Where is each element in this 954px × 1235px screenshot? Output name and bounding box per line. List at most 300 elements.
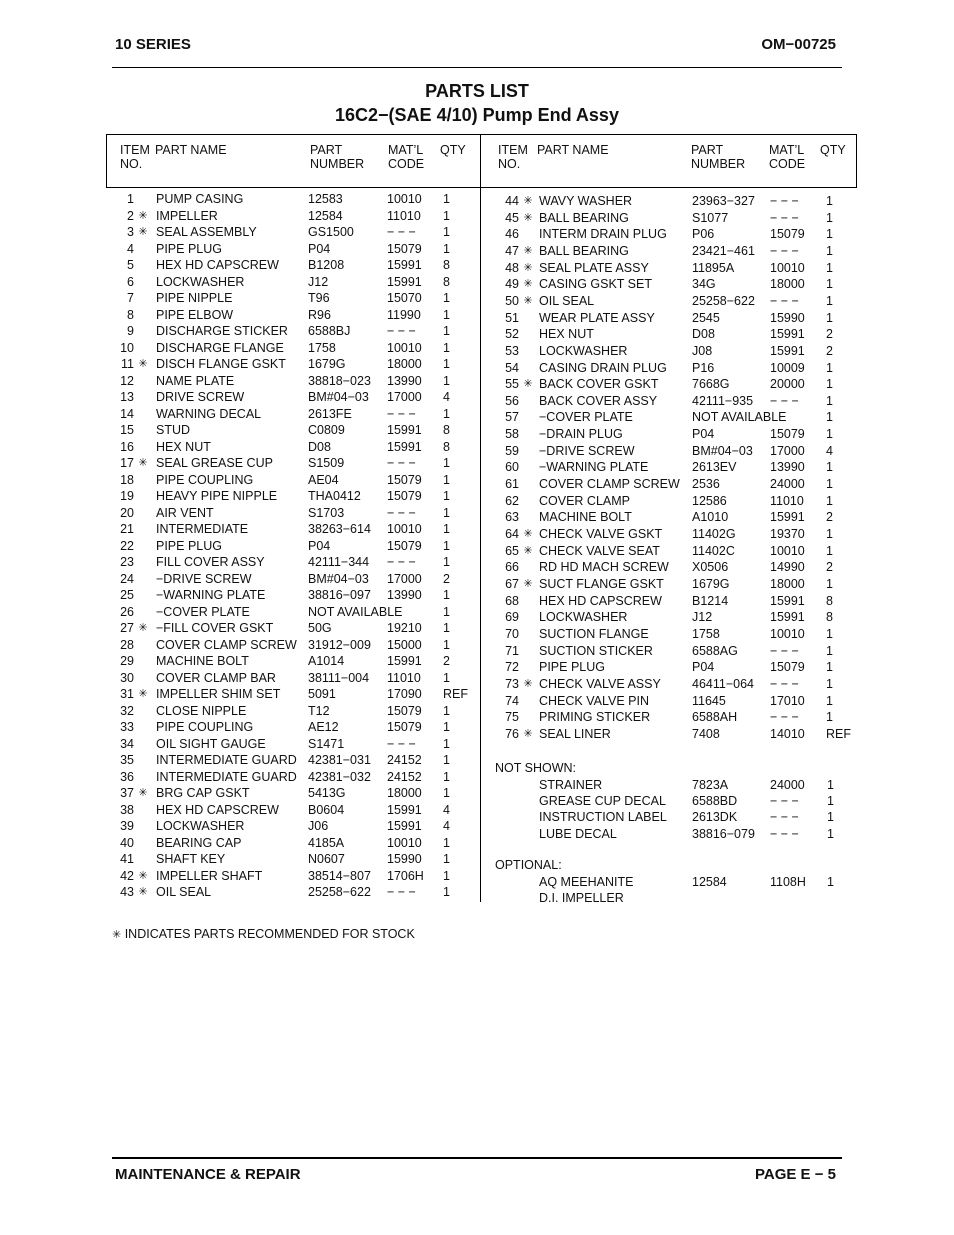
item-number: 32 xyxy=(120,703,134,718)
part-name: WARNING DECAL xyxy=(156,406,262,421)
item-number: 75 xyxy=(505,710,519,725)
part-number: J12 xyxy=(308,274,329,289)
material-code: − − − xyxy=(387,324,416,338)
material-code: − − − xyxy=(387,736,416,751)
material-code: 10009 xyxy=(770,360,805,375)
part-number: 5091 xyxy=(308,687,336,701)
material-code: 10010 xyxy=(770,260,805,275)
quantity: 4 xyxy=(826,443,833,458)
col-code: CODE xyxy=(769,157,806,171)
quantity: REF xyxy=(443,687,468,701)
quantity: 1 xyxy=(443,703,450,718)
part-name: DISCHARGE FLANGE xyxy=(156,340,284,355)
item-number: 35 xyxy=(120,753,134,767)
quantity: 1 xyxy=(443,192,450,206)
part-number: 2613FE xyxy=(308,406,352,421)
part-name: IMPELLER xyxy=(156,208,218,223)
part-name: HEX HD CAPSCREW xyxy=(539,593,662,608)
part-name: PUMP CASING xyxy=(156,192,244,206)
part-number: BM#04−03 xyxy=(308,390,369,404)
item-number: 54 xyxy=(505,360,519,375)
material-code: 15991 xyxy=(387,274,422,289)
item-number: 28 xyxy=(120,637,134,652)
col-no: NO. xyxy=(120,157,143,171)
part-number: NOT AVAILABLE xyxy=(308,604,403,619)
part-number: 1758 xyxy=(692,626,720,641)
footnote-text: INDICATES PARTS RECOMMENDED FOR STOCK xyxy=(124,927,415,941)
part-number: 1679G xyxy=(692,576,730,591)
stock-star-icon: ✳ xyxy=(523,577,533,590)
quantity: 1 xyxy=(826,243,833,258)
part-number: 50G xyxy=(308,621,332,635)
part-number: P04 xyxy=(692,660,715,675)
part-number: N0607 xyxy=(308,852,345,866)
material-code: 17000 xyxy=(387,571,422,586)
quantity: 1 xyxy=(826,543,833,558)
material-code: 15000 xyxy=(387,637,422,652)
material-code: 15079 xyxy=(770,427,805,442)
item-number: 71 xyxy=(505,643,519,658)
part-number: 11402G xyxy=(692,527,736,541)
quantity: 1 xyxy=(826,626,833,641)
part-name: NAME PLATE xyxy=(156,373,235,388)
quantity: 1 xyxy=(827,794,834,809)
part-name: PIPE COUPLING xyxy=(156,472,254,487)
part-name: BALL BEARING xyxy=(539,243,629,258)
part-number: A1010 xyxy=(692,510,729,525)
part-number: AE04 xyxy=(308,472,339,487)
stock-star-icon: ✳ xyxy=(523,195,533,207)
material-code: − − − xyxy=(387,885,416,899)
stock-star-icon: ✳ xyxy=(138,457,148,469)
material-code: 15991 xyxy=(387,802,422,817)
material-code: 17010 xyxy=(770,693,805,708)
quantity: 1 xyxy=(826,710,833,725)
material-code: 17090 xyxy=(387,687,422,701)
part-number: 23963−327 xyxy=(692,194,755,208)
material-code: − − − xyxy=(770,794,799,809)
quantity: 1 xyxy=(443,225,450,239)
quantity: 1 xyxy=(443,307,450,322)
stock-star-icon: ✳ xyxy=(138,787,148,799)
part-name: CASING DRAIN PLUG xyxy=(539,360,667,375)
material-code: 10010 xyxy=(387,192,422,206)
item-number: 7 xyxy=(127,291,134,305)
part-name: LOCKWASHER xyxy=(156,819,245,833)
quantity: 1 xyxy=(443,885,450,899)
part-number: 34G xyxy=(692,277,716,292)
item-number: 59 xyxy=(505,443,519,458)
item-number: 49 xyxy=(505,277,519,292)
item-number: 14 xyxy=(120,406,134,421)
part-number: 25258−622 xyxy=(308,885,371,899)
material-code: 15079 xyxy=(387,472,422,487)
item-number: 57 xyxy=(505,410,519,425)
part-number: 4185A xyxy=(308,835,345,850)
stock-star-icon: ✳ xyxy=(138,886,148,898)
quantity: 4 xyxy=(443,390,450,404)
item-number: 30 xyxy=(120,670,134,685)
item-number: 24 xyxy=(120,571,134,586)
material-code: − − − xyxy=(387,456,416,470)
material-code: 10010 xyxy=(770,626,805,641)
part-number: 2545 xyxy=(692,310,720,325)
material-code: 17000 xyxy=(387,390,422,404)
material-code: 15991 xyxy=(770,510,805,525)
item-number: 73 xyxy=(505,676,519,691)
quantity: 1 xyxy=(443,406,450,421)
part-number: BM#04−03 xyxy=(308,571,369,586)
quantity: 1 xyxy=(827,778,834,792)
part-name: OIL SIGHT GAUGE xyxy=(156,736,266,751)
quantity: REF xyxy=(826,726,851,741)
material-code: 15991 xyxy=(387,258,422,272)
part-name: CASING GSKT SET xyxy=(539,277,652,292)
part-number: P04 xyxy=(692,427,715,442)
part-name: −FILL COVER GSKT xyxy=(156,621,274,635)
material-code: 24152 xyxy=(387,769,422,784)
item-number: 6 xyxy=(127,274,134,289)
item-number: 39 xyxy=(120,819,134,833)
quantity: 1 xyxy=(443,852,450,866)
part-number: 38816−097 xyxy=(308,588,371,602)
part-name: −DRIVE SCREW xyxy=(539,443,635,458)
stock-star-icon: ✳ xyxy=(138,869,148,882)
stock-star-icon: ✳ xyxy=(523,261,533,274)
item-number: 5 xyxy=(127,258,134,272)
quantity: 1 xyxy=(443,505,450,520)
item-number: 15 xyxy=(120,423,134,437)
item-number: 12 xyxy=(120,373,134,388)
stock-star-icon: ✳ xyxy=(523,378,533,391)
material-code: 11010 xyxy=(387,670,421,685)
part-name: BRG CAP GSKT xyxy=(156,786,250,800)
quantity: 1 xyxy=(826,427,833,442)
material-code: 11010 xyxy=(770,493,804,508)
part-name: COVER CLAMP SCREW xyxy=(539,477,680,492)
item-number: 41 xyxy=(120,852,134,866)
item-number: 60 xyxy=(505,460,519,475)
material-code: 1108H xyxy=(770,875,806,889)
part-name: PIPE COUPLING xyxy=(156,720,254,734)
quantity: 1 xyxy=(443,208,450,223)
item-number: 70 xyxy=(505,626,519,641)
part-number: 6588BJ xyxy=(308,324,351,338)
col-number: NUMBER xyxy=(310,157,365,171)
quantity: 1 xyxy=(443,588,450,602)
material-code: − − − xyxy=(770,393,799,408)
stock-star-icon: ✳ xyxy=(523,244,533,257)
material-code: 24000 xyxy=(770,477,805,492)
quantity: 8 xyxy=(443,439,450,454)
part-number: J12 xyxy=(692,610,713,625)
part-number: C0809 xyxy=(308,423,345,437)
part-name: INTERMEDIATE xyxy=(156,522,249,536)
quantity: 1 xyxy=(826,393,833,408)
quantity: 1 xyxy=(443,604,450,619)
part-number: THA0412 xyxy=(308,489,361,503)
part-number: BM#04−03 xyxy=(692,443,753,458)
part-number: 2613EV xyxy=(692,460,737,475)
material-code: 24000 xyxy=(770,778,805,792)
footnote xyxy=(112,927,415,941)
part-name: LOCKWASHER xyxy=(539,610,628,625)
material-code: 15079 xyxy=(387,538,422,553)
part-number: X0506 xyxy=(692,560,729,575)
part-number: 1758 xyxy=(308,340,336,355)
part-name: SHAFT KEY xyxy=(156,852,226,866)
material-code: 15070 xyxy=(387,291,422,305)
part-name: LOCKWASHER xyxy=(156,274,245,289)
material-code: 15991 xyxy=(770,593,805,608)
part-number: 38816−079 xyxy=(692,826,755,841)
quantity: 1 xyxy=(826,194,833,208)
material-code: 10010 xyxy=(770,543,805,558)
part-number: D08 xyxy=(692,327,715,342)
part-number: 5413G xyxy=(308,786,346,800)
material-code: 10010 xyxy=(387,340,422,355)
quantity: 8 xyxy=(826,610,833,625)
part-number: A1014 xyxy=(308,654,345,668)
material-code: 13990 xyxy=(387,373,422,388)
material-code: 15991 xyxy=(770,327,805,342)
material-code: 15991 xyxy=(387,423,422,437)
part-number: 42111−935 xyxy=(692,393,754,408)
part-name: COVER CLAMP BAR xyxy=(156,670,276,685)
part-name: SUCTION FLANGE xyxy=(539,626,649,641)
part-name: STUD xyxy=(156,423,191,437)
item-number: 66 xyxy=(505,560,519,575)
part-number: T12 xyxy=(308,703,330,718)
part-name: INTERM DRAIN PLUG xyxy=(539,227,667,242)
part-number: 11402C xyxy=(692,543,735,558)
item-number: 31 xyxy=(120,687,134,701)
part-number: 46411−064 xyxy=(692,676,754,691)
quantity: 1 xyxy=(826,277,833,292)
part-number: 12583 xyxy=(308,192,343,206)
stock-star-icon: ✳ xyxy=(523,278,533,291)
material-code: 17000 xyxy=(770,443,805,458)
part-number: 6588AG xyxy=(692,643,738,658)
quantity: 2 xyxy=(826,560,833,575)
material-code: − − − xyxy=(770,810,799,825)
quantity: 8 xyxy=(826,593,833,608)
material-code: − − − xyxy=(770,643,799,658)
stock-star-icon: ✳ xyxy=(523,727,533,740)
part-name: IMPELLER SHIM SET xyxy=(156,687,281,701)
part-name: BALL BEARING xyxy=(539,210,629,225)
item-number: 21 xyxy=(120,522,134,536)
quantity: 1 xyxy=(443,538,450,553)
item-number: 40 xyxy=(120,835,134,850)
quantity: 1 xyxy=(826,460,833,475)
item-number: 20 xyxy=(120,505,134,520)
material-code: 15991 xyxy=(387,819,422,833)
quantity: 8 xyxy=(443,258,450,272)
stock-star-icon: ✳ xyxy=(523,294,533,307)
material-code: − − − xyxy=(770,676,799,691)
part-name: −WARNING PLATE xyxy=(539,460,649,475)
quantity: 1 xyxy=(443,324,450,338)
quantity: 1 xyxy=(443,868,450,883)
material-code: 15079 xyxy=(387,720,422,734)
item-number: 51 xyxy=(505,310,519,325)
quantity: 1 xyxy=(443,489,450,503)
stock-star-icon: ✳ xyxy=(523,677,533,690)
item-number: 53 xyxy=(505,343,519,358)
part-name: PIPE PLUG xyxy=(156,538,222,553)
part-number: B1208 xyxy=(308,258,345,272)
part-number: 23421−461 xyxy=(692,243,755,258)
part-number: 11895A xyxy=(692,260,735,275)
material-code: − − − xyxy=(770,194,799,208)
material-code: − − − xyxy=(770,826,799,841)
quantity: 1 xyxy=(826,693,833,708)
col-qty: QTY xyxy=(440,143,466,157)
part-number: 42381−031 xyxy=(308,753,371,767)
material-code: 14990 xyxy=(770,560,805,575)
material-code: − − − xyxy=(770,293,799,308)
quantity: 2 xyxy=(826,327,833,342)
quantity: 2 xyxy=(443,571,450,586)
quantity: 1 xyxy=(826,493,833,508)
material-code: 18000 xyxy=(387,357,422,371)
quantity: 8 xyxy=(443,423,450,437)
item-number: 8 xyxy=(127,307,134,322)
quantity: 1 xyxy=(443,835,450,850)
material-code: 19210 xyxy=(387,621,422,635)
part-name: DISCHARGE STICKER xyxy=(156,324,288,338)
part-name: OIL SEAL xyxy=(156,885,212,899)
part-name: SUCT FLANGE GSKT xyxy=(539,576,664,591)
quantity: 1 xyxy=(443,373,450,388)
item-number: 65 xyxy=(505,543,519,558)
part-name: AIR VENT xyxy=(156,505,214,520)
header-series: 10 SERIES xyxy=(115,36,191,53)
material-code: − − − xyxy=(770,710,799,725)
part-number: P06 xyxy=(692,227,715,242)
part-name: CHECK VALVE ASSY xyxy=(539,676,661,691)
part-number: 38111−004 xyxy=(308,670,370,685)
part-name: GREASE CUP DECAL xyxy=(539,794,666,809)
quantity: 1 xyxy=(443,786,450,800)
part-number: 38263−614 xyxy=(308,522,371,536)
part-number: 12584 xyxy=(692,875,727,889)
material-code: 15991 xyxy=(387,654,422,668)
part-name: HEX HD CAPSCREW xyxy=(156,802,279,817)
quantity: 1 xyxy=(827,875,834,889)
part-name: PIPE PLUG xyxy=(156,241,222,256)
part-name: SEAL LINER xyxy=(539,726,611,741)
col-part: PART xyxy=(691,143,724,157)
material-code: 15991 xyxy=(770,610,805,625)
part-name: CHECK VALVE GSKT xyxy=(539,527,663,541)
quantity: 1 xyxy=(826,660,833,675)
part-name: PIPE NIPPLE xyxy=(156,291,233,305)
header-rule xyxy=(112,67,842,68)
material-code: 15079 xyxy=(770,227,805,242)
item-number: 38 xyxy=(120,802,134,817)
part-name: −DRIVE SCREW xyxy=(156,571,252,586)
material-code: 15079 xyxy=(387,241,422,256)
col-code: CODE xyxy=(388,157,425,171)
quantity: 1 xyxy=(443,670,450,685)
material-code: 10010 xyxy=(387,522,422,536)
part-number: AE12 xyxy=(308,720,339,734)
quantity: 1 xyxy=(443,456,450,470)
part-number: S1077 xyxy=(692,210,729,225)
part-number: S1471 xyxy=(308,736,345,751)
page-subtitle: 16C2−(SAE 4/10) Pump End Assy xyxy=(335,105,619,125)
part-name: D.I. IMPELLER xyxy=(539,891,624,906)
part-number: 12584 xyxy=(308,208,343,223)
material-code: 11010 xyxy=(387,208,421,223)
part-name: HEX NUT xyxy=(539,327,594,342)
item-number: 47 xyxy=(505,243,519,258)
col-no: NO. xyxy=(498,157,521,171)
part-number: P04 xyxy=(308,538,331,553)
material-code: 10010 xyxy=(387,835,422,850)
quantity: 1 xyxy=(826,410,833,425)
part-number: T96 xyxy=(308,291,330,305)
material-code: − − − xyxy=(770,210,799,225)
part-name: MACHINE BOLT xyxy=(156,654,249,668)
item-number: 44 xyxy=(505,194,519,208)
part-name: BACK COVER GSKT xyxy=(539,377,659,392)
stock-star-icon: ✳ xyxy=(138,209,148,222)
item-number: 3 xyxy=(127,225,134,239)
part-number: J06 xyxy=(308,819,329,833)
item-number: 76 xyxy=(505,726,519,741)
item-number: 22 xyxy=(120,538,134,553)
part-name: −COVER PLATE xyxy=(156,604,250,619)
quantity: 2 xyxy=(443,654,450,668)
part-number: R96 xyxy=(308,307,331,322)
material-code: 11990 xyxy=(387,307,421,322)
part-name: SEAL GREASE CUP xyxy=(156,456,273,470)
part-number: 42381−032 xyxy=(308,769,371,784)
quantity: 1 xyxy=(826,210,833,225)
item-number: 34 xyxy=(120,736,134,751)
part-name: CHECK VALVE SEAT xyxy=(539,543,660,558)
item-number: 64 xyxy=(505,527,519,541)
col-number: NUMBER xyxy=(691,157,746,171)
item-number: 9 xyxy=(127,324,134,338)
part-name: WAVY WASHER xyxy=(539,194,633,208)
part-name: MACHINE BOLT xyxy=(539,510,632,525)
quantity: 1 xyxy=(826,527,833,541)
item-number: 27 xyxy=(120,621,134,635)
part-name: IMPELLER SHAFT xyxy=(156,868,263,883)
part-name: BEARING CAP xyxy=(156,835,242,850)
footer-page-number: PAGE E − 5 xyxy=(754,1166,836,1183)
part-name: HEX HD CAPSCREW xyxy=(156,258,279,272)
part-name: DISCH FLANGE GSKT xyxy=(156,357,286,371)
quantity: 1 xyxy=(443,357,450,371)
material-code: 18000 xyxy=(770,576,805,591)
part-name: LUBE DECAL xyxy=(539,826,617,841)
part-number: 38818−023 xyxy=(308,373,371,388)
part-number: 25258−622 xyxy=(692,293,755,308)
item-number: 58 xyxy=(505,427,519,442)
part-number: 6588BD xyxy=(692,794,738,809)
part-name: COVER CLAMP SCREW xyxy=(156,637,297,652)
item-number: 36 xyxy=(120,769,134,784)
item-number: 19 xyxy=(120,489,134,503)
quantity: 1 xyxy=(443,736,450,751)
item-number: 50 xyxy=(505,293,519,308)
material-code: 15991 xyxy=(770,343,805,358)
